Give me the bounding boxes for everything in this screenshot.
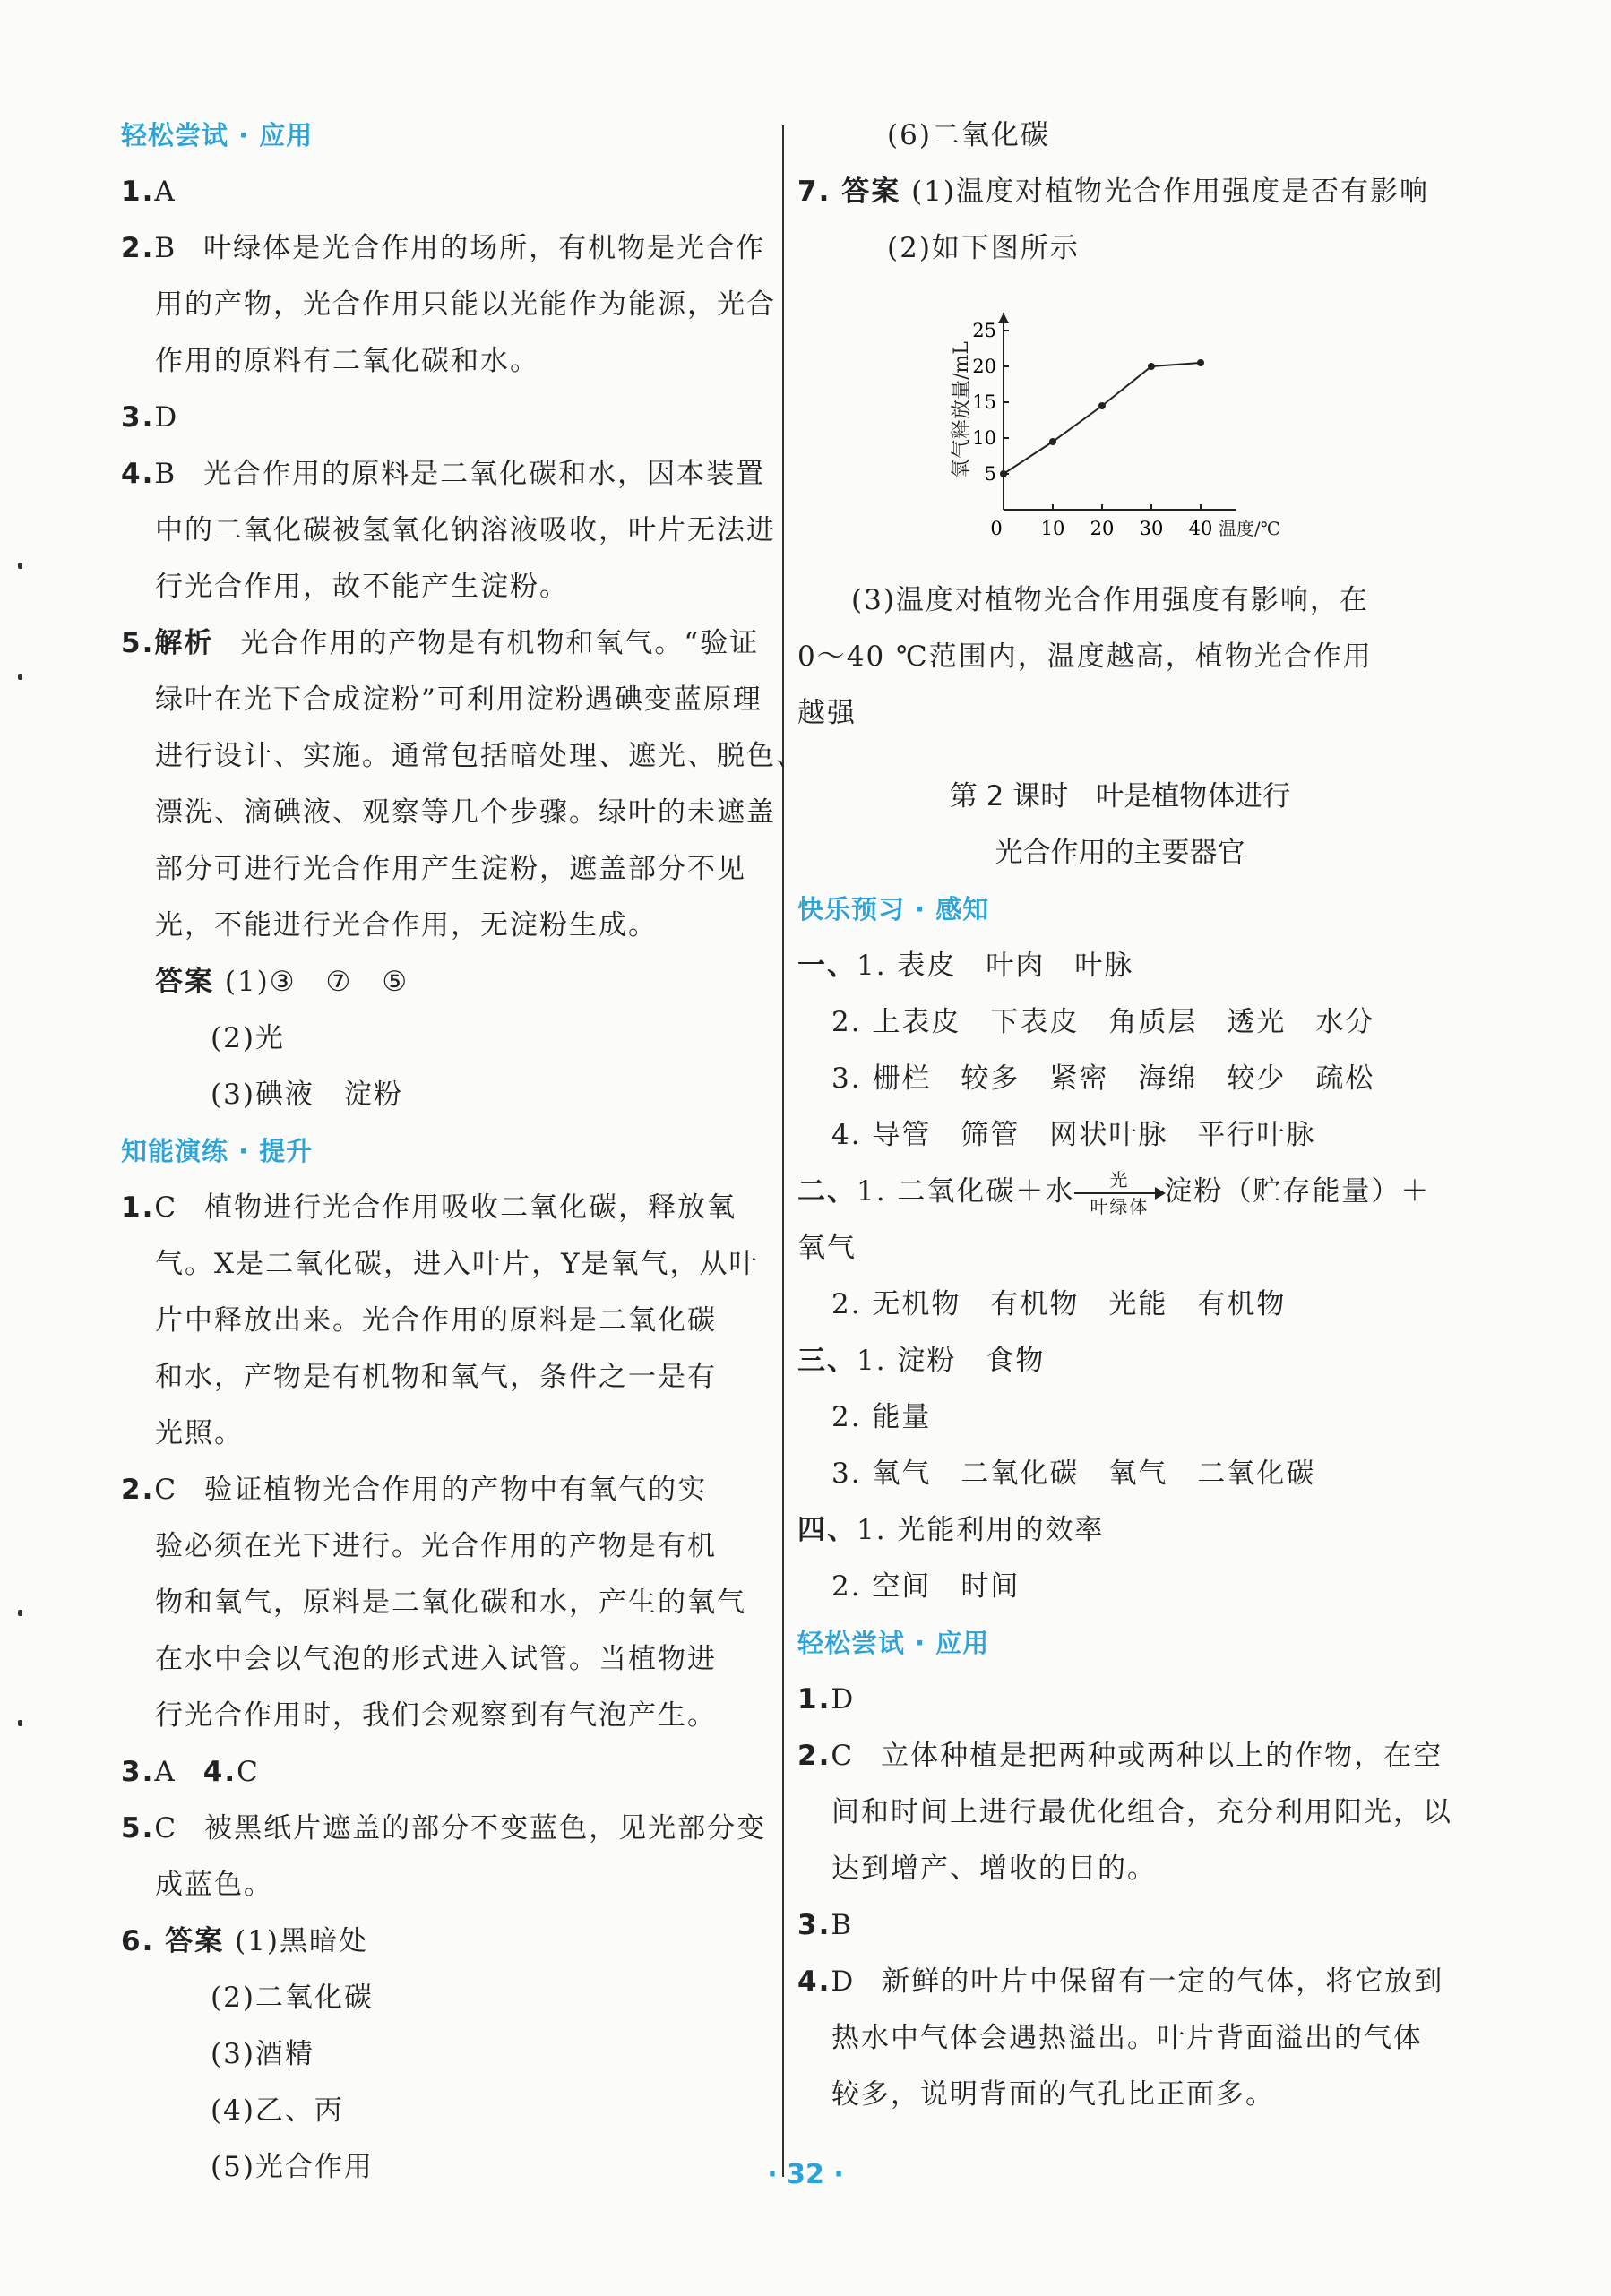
answer-text: 1. 光能利用的效率 [857,1514,1105,1546]
explanation-text: 部分可进行光合作用产生淀粉，遮盖部分不见 [155,853,746,885]
answer-text: (3)碘液 淀粉 [211,1079,403,1111]
answer-line [121,1462,766,1518]
list-item [797,1502,1443,1559]
explanation-text: 作用的原料有二氧化碳和水。 [155,345,539,377]
answer-text: (4)乙、丙 [211,2094,344,2127]
explanation-text: 进行设计、实施。通常包括暗处理、遮光、脱色、 [155,740,806,772]
explanation-text: 热水中气体会遇热溢出。叶片背面溢出的气体 [831,2022,1423,2054]
answer-text: (5)光合作用 [211,2151,374,2183]
scan-mark [18,563,22,569]
x-tick-label: 20 [1090,518,1115,539]
scan-mark [18,1720,22,1726]
answer-line [121,1180,766,1236]
explanation-text: 间和时间上进行最优化组合，充分利用阳光，以 [831,1796,1452,1828]
answer-label: 答案 [155,966,214,998]
explanation-text: 光合作用的产物是有机物和氧气。“验证 [240,627,760,659]
y-tick-label: 25 [972,320,996,341]
question-number: 1. [121,176,155,208]
answer-choice: C [831,1740,855,1772]
answer-choice: A [154,176,177,208]
group-prefix: 二、 [797,1175,857,1208]
answer-choice: D [154,401,179,434]
explanation-text: 被黑纸片遮盖的部分不变蓝色，见光部分变 [204,1812,767,1845]
equation-left: 1. 二氧化碳＋水 [857,1175,1075,1208]
right-column [797,107,1452,2123]
answer-choice: B [154,232,177,264]
answer-text: 2. 上表皮 下表皮 角质层 透光 水分 [831,1006,1375,1038]
lesson-title: 第 2 课时 叶是植物体进行 [949,780,1291,813]
y-axis-arrow [998,313,1009,323]
answer-choice: C [154,1812,178,1845]
question-number: 6. [121,1925,155,1957]
line-chart [932,277,1308,563]
answer-text: 1. 表皮 叶肉 叶脉 [857,950,1134,982]
answer-choice: B [154,458,177,490]
explanation-text: 行光合作用时，我们会观察到有气泡产生。 [155,1699,717,1732]
question-number: 1. [797,1683,831,1716]
explanation-text: 和水，产物是有机物和氧气，条件之一是有 [155,1361,717,1393]
answer-text: 3. 栅栏 较多 紧密 海绵 较少 疏松 [831,1062,1375,1095]
answer-line [797,1897,1443,1954]
explanation-text: 植物进行光合作用吸收二氧化碳，释放氧 [204,1191,737,1224]
page-number: · 32 · [767,2159,844,2190]
answer-choice: D [831,1683,856,1716]
explanation-text: 较多，说明背面的气孔比正面多。 [831,2078,1275,2111]
answer-label: 答案 [165,1925,225,1957]
answer-text: 1. 淀粉 食物 [857,1345,1046,1377]
question-number: 7. [797,176,831,208]
data-point [1098,402,1106,409]
answer-text: 0～40 ℃范围内，温度越高，植物光合作用 [797,641,1373,673]
y-tick-label: 20 [972,356,996,377]
explanation-text: 叶绿体是光合作用的场所，有机物是光合作 [203,232,766,264]
y-tick-label: 15 [972,391,996,413]
answer-line [121,615,766,672]
list-item [797,1333,1443,1389]
explanation-text: 绿叶在光下合成淀粉”可利用淀粉遇碘变蓝原理 [155,684,762,716]
question-number: 2. [121,1474,155,1506]
question-number: 5. [121,1812,155,1845]
answer-line [121,1744,766,1801]
arrow-condition: 叶绿体 [1090,1195,1150,1217]
lesson-title: 光合作用的主要器官 [995,837,1245,869]
x-tick-label: 0 [990,518,1003,539]
explanation-text: 成蓝色。 [155,1869,273,1901]
column-divider [782,125,784,2177]
group-prefix: 一、 [797,950,857,982]
answer-text: 3. 氧气 二氧化碳 氧气 二氧化碳 [831,1458,1316,1490]
explanation-text: 用的产物，光合作用只能以光能作为能源，光合 [155,288,776,321]
explanation-text: 验必须在光下进行。光合作用的产物是有机 [155,1530,717,1562]
answer-text: (3)酒精 [211,2038,314,2070]
section-heading: 轻松尝试 · 应用 [121,120,314,150]
explanation-text: 在水中会以气泡的形式进入试管。当植物进 [155,1643,717,1675]
explanation-text: 光照。 [155,1417,244,1449]
answer-text: 越强 [797,697,857,729]
question-number: 4. [202,1756,237,1788]
reaction-arrow [1074,1169,1164,1217]
question-number: 3. [797,1909,831,1941]
answer-text: 2. 空间 时间 [831,1570,1021,1603]
equation-right: 淀粉（贮存能量）＋ [1164,1175,1431,1208]
data-point [1000,470,1007,477]
group-prefix: 四、 [797,1514,857,1546]
section-heading: 轻松尝试 · 应用 [797,1628,990,1658]
list-item [797,1164,1443,1220]
explanation-text: 光，不能进行光合作用，无淀粉生成。 [155,909,658,942]
answer-choice: C [237,1756,260,1788]
explanation-text: 光合作用的原料是二氧化碳和水，因本装置 [203,458,766,490]
question-number: 3. [121,401,155,434]
data-point [1197,359,1204,366]
answer-text: (1)③ ⑦ ⑤ [224,966,409,998]
answer-line [121,1801,766,1857]
answer-choice: C [154,1474,178,1506]
x-tick-label: 30 [1139,518,1164,539]
answer-line [121,220,766,277]
explanation-text: 物和氧气，原料是二氧化碳和水，产生的氧气 [155,1587,746,1619]
answer-line [797,1728,1443,1784]
arrow-icon [1074,1192,1164,1194]
answer-line [121,164,766,220]
explanation-text: 达到增产、增收的目的。 [831,1853,1157,1885]
series-line [1004,363,1201,474]
question-number: 5. [121,627,155,659]
explanation-text: 新鲜的叶片中保留有一定的气体，将它放到 [882,1965,1444,1998]
answer-text: 4. 导管 筛管 网状叶脉 平行叶脉 [831,1119,1316,1151]
x-axis-label: 温度/℃ [1219,518,1281,539]
data-points [1000,359,1204,477]
explanation-text: 片中释放出来。光合作用的原料是二氧化碳 [155,1304,717,1337]
question-number: 3. [121,1756,155,1788]
answer-text: (1)黑暗处 [235,1925,368,1957]
question-number: 1. [121,1191,155,1224]
data-point [1049,438,1056,445]
question-number: 4. [797,1965,831,1998]
x-tick-label: 10 [1040,518,1065,539]
data-point [1148,363,1155,370]
answer-text: (2)二氧化碳 [211,1982,374,2014]
y-tick-label: 5 [984,463,996,485]
answer-choice: D [831,1965,856,1998]
answer-line [121,446,766,503]
y-axis-label: 氧气释放量/mL [951,341,973,478]
answer-text: 2. 无机物 有机物 光能 有机物 [831,1288,1287,1320]
explanation-text: 立体种植是把两种或两种以上的作物，在空 [881,1740,1443,1772]
answer-choice: B [831,1909,854,1941]
question-number: 4. [121,458,155,490]
analysis-label: 解析 [154,627,214,659]
group-prefix: 三、 [797,1345,857,1377]
section-heading: 知能演练 · 提升 [121,1136,314,1166]
answer-text: (3)温度对植物光合作用强度有影响，在 [851,584,1369,616]
answer-line [121,954,766,1010]
explanation-text: 中的二氧化碳被氢氧化钠溶液吸收，叶片无法进 [155,514,776,546]
answer-choice: A [154,1756,177,1788]
answer-label: 答案 [841,176,901,208]
list-item [797,938,1443,994]
oxygen-temperature-chart [797,277,1443,572]
answer-text: (2)如下图所示 [887,232,1080,264]
question-number: 2. [797,1740,831,1772]
scan-mark [18,674,22,680]
answer-choice: C [154,1191,178,1224]
explanation-text: 行光合作用，故不能产生淀粉。 [155,571,569,603]
answer-line [797,164,1443,220]
question-number: 2. [121,232,155,264]
answer-text: (2)光 [211,1022,285,1054]
explanation-text: 漂洗、滴碘液、观察等几个步骤。绿叶的未遮盖 [155,796,776,829]
explanation-text: 气。X是二氧化碳，进入叶片，Y是氧气，从叶 [155,1248,759,1280]
x-tick-label: 40 [1188,518,1213,539]
answer-text: (6)二氧化碳 [887,119,1050,151]
section-heading: 快乐预习 · 感知 [797,894,990,924]
answer-text: 2. 能量 [831,1401,932,1433]
explanation-text: 验证植物光合作用的产物中有氧气的实 [204,1474,708,1506]
answer-text: (1)温度对植物光合作用强度是否有影响 [911,176,1429,208]
answer-line [797,1954,1443,2010]
y-tick-label: 10 [972,427,996,449]
answer-line [797,1672,1443,1728]
answer-line [121,390,766,446]
arrow-condition: 光 [1109,1168,1130,1191]
answer-line [121,1913,766,1970]
answer-text: 氧气 [797,1232,857,1264]
scan-mark [18,1610,22,1616]
